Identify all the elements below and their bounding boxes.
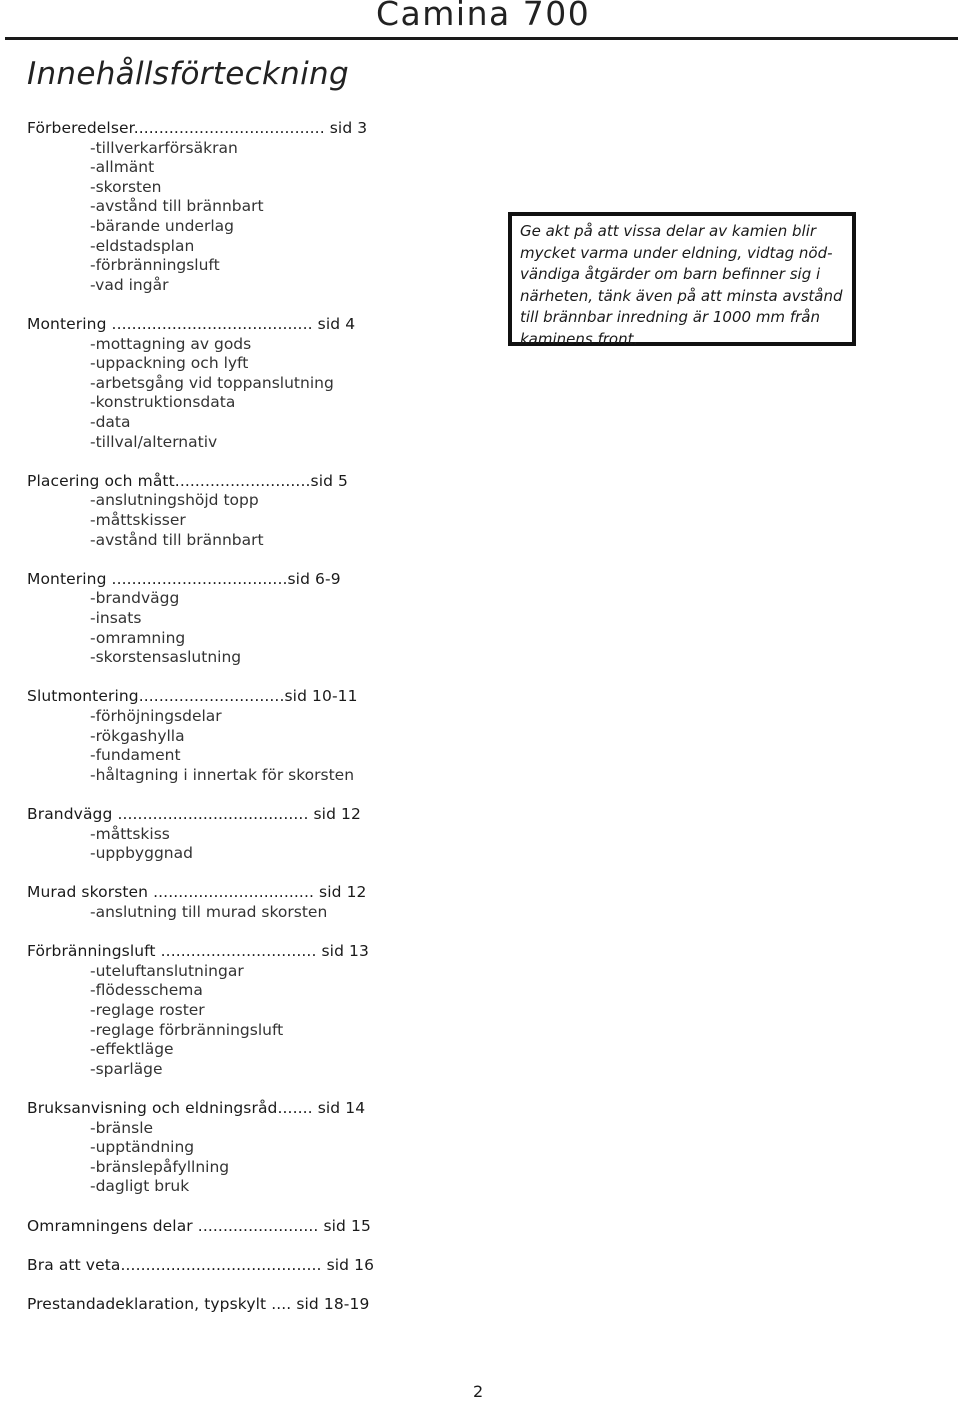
toc-subitem: -bränslepåfyllning (90, 1157, 230, 1176)
safety-notice-box (508, 212, 856, 346)
toc-entry: Omramningens delar ........................ sid 15 (27, 1216, 371, 1235)
toc-entry: Prestandadeklaration, typskylt .... sid 18-19 (27, 1295, 370, 1313)
toc-subitem: -tillverkarförsäkran (90, 138, 238, 157)
toc-subitem: -fundament (90, 746, 181, 765)
toc-subitem: -vad ingår (90, 275, 169, 294)
toc-entry: Bruksanvisning och eldningsråd....... sid 14 (27, 1099, 366, 1117)
toc-subitem: -måttskiss (90, 824, 170, 843)
notice-line: kaminens front. (520, 329, 639, 348)
toc-subitem: -effektläge (90, 1040, 174, 1059)
notice-line: Ge akt på att vissa delar av kamien blir (520, 222, 817, 240)
toc-subitem: -bränsle (90, 1118, 154, 1137)
toc-subitem: -håltagning i innertak för skorsten (90, 765, 355, 784)
toc-subitem: -sparläge (90, 1059, 163, 1078)
toc-subitem: -rökgashylla (90, 726, 185, 745)
toc-subitem: -anslutningshöjd topp (90, 491, 259, 510)
toc-subitem: -data (90, 413, 131, 431)
toc-entry: Placering och mått...........................sid 5 (27, 471, 349, 490)
toc-subitem: -avstånd till brännbart (90, 197, 264, 216)
toc-subitem: -upptändning (90, 1138, 195, 1157)
toc-subitem: -reglage roster (90, 1001, 205, 1019)
toc-subitem: -eldstadsplan (90, 236, 195, 255)
toc-subitem: -tillval/alternativ (90, 432, 218, 451)
toc-entry: Slutmontering.............................sid 10-11 (27, 687, 358, 706)
toc-entry: Montering ........................................ sid 4 (27, 315, 356, 333)
toc-subitem: -omramning (90, 628, 186, 647)
toc-subitem: -skorstensaslutning (90, 648, 242, 667)
toc-entry: Förberedelser...................................... sid 3 (27, 119, 368, 137)
toc-subitem: -konstruktionsdata (90, 393, 236, 412)
toc-subitem: -bärande underlag (90, 217, 234, 235)
toc-subitem: -uteluftanslutningar (90, 961, 244, 980)
toc-entry: Montering ...................................sid 6-9 (27, 569, 341, 588)
notice-line: vändiga åtgärder om barn befinner sig i (520, 265, 821, 283)
toc-subitem: -flödesschema (90, 981, 203, 1000)
toc-subitem: -mottagning av gods (90, 334, 252, 353)
page-heading: Innehållsförteckning (27, 56, 349, 92)
notice-line: mycket varma under eldning, vidtag nöd- (520, 243, 833, 262)
toc-subitem: -förhöjningsdelar (90, 707, 222, 725)
toc-subitem: -måttskisser (90, 511, 186, 529)
toc-entry: Brandvägg ...................................... sid 12 (27, 805, 361, 823)
toc-entry: Förbränningsluft ............................... sid 13 (27, 942, 369, 961)
toc-subitem: -uppackning och lyft (90, 354, 249, 373)
toc-subitem: -reglage förbränningsluft (90, 1020, 284, 1039)
toc-subitem: -brandvägg (90, 589, 180, 608)
toc-subitem: -förbränningsluft (90, 256, 220, 275)
toc-subitem: -arbetsgång vid toppanslutning (90, 373, 334, 392)
toc-subitem: -dagligt bruk (90, 1177, 190, 1196)
toc-subitem: -anslutning till murad skorsten (90, 903, 328, 921)
toc-entry: Bra att veta........................................ sid 16 (27, 1255, 375, 1274)
toc-subitem: -avstånd till brännbart (90, 530, 264, 549)
page-number: 2 (473, 1382, 484, 1401)
document-title: Camina 700 (376, 0, 591, 33)
toc-subitem: -allmänt (90, 158, 155, 177)
toc-subitem: -skorsten (90, 177, 162, 196)
toc-subitem: -insats (90, 609, 142, 627)
notice-line: närheten, tänk även på att minsta avstånd (520, 286, 843, 305)
notice-line: till brännbar inredning är 1000 mm från (520, 308, 820, 326)
toc-entry: Murad skorsten ................................ sid 12 (27, 883, 367, 902)
toc-subitem: -uppbyggnad (90, 844, 193, 863)
